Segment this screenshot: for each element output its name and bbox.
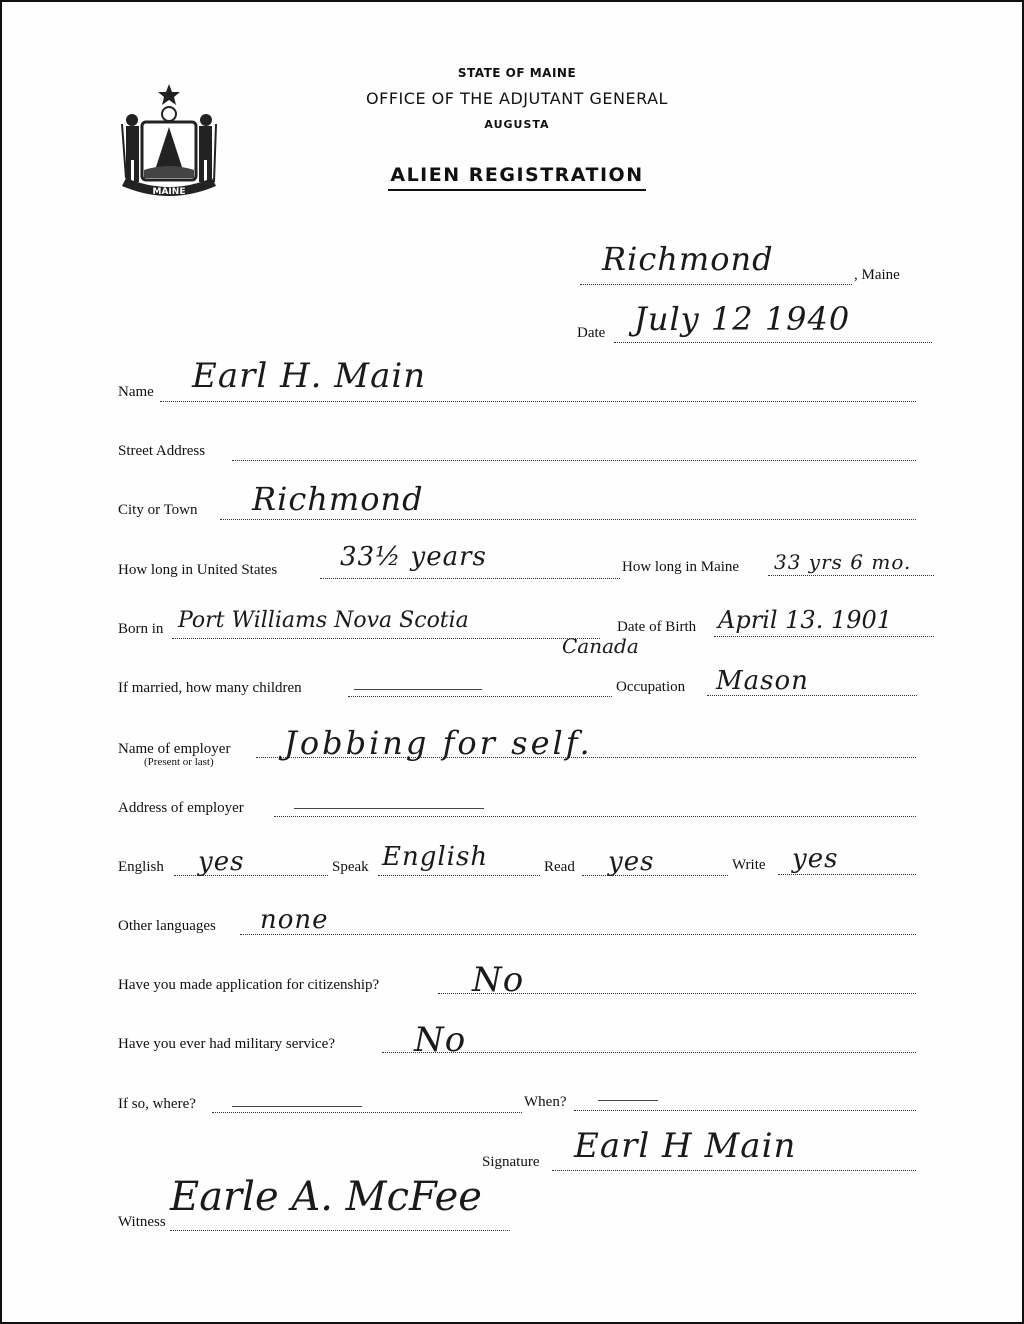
employer-value: Jobbing for self. bbox=[284, 724, 593, 762]
state-heading: STATE OF MAINE bbox=[457, 66, 577, 80]
when-dash bbox=[598, 1100, 658, 1101]
how-long-us-label: How long in United States bbox=[118, 562, 278, 578]
employer-sublabel: (Present or last) bbox=[144, 756, 214, 768]
english-label: English bbox=[118, 859, 164, 875]
dob-label: Date of Birth bbox=[617, 619, 697, 635]
street-label: Street Address bbox=[118, 443, 206, 459]
dob-line bbox=[714, 636, 934, 637]
where-dash bbox=[232, 1106, 362, 1107]
military-label: Have you ever had military service? bbox=[118, 1036, 335, 1052]
dob-value: April 13. 1901 bbox=[718, 606, 893, 634]
how-long-us-line bbox=[320, 578, 620, 579]
where-line bbox=[212, 1112, 522, 1113]
write-value: yes bbox=[792, 844, 839, 874]
office-heading: OFFICE OF THE ADJUTANT GENERAL bbox=[366, 89, 668, 108]
employer-address-dash bbox=[294, 808, 484, 809]
signature-value: Earl H Main bbox=[574, 1126, 797, 1166]
children-label: If married, how many children bbox=[118, 680, 302, 696]
town-line bbox=[580, 284, 852, 285]
english-value: yes bbox=[198, 847, 245, 877]
write-line bbox=[778, 874, 916, 875]
when-label: When? bbox=[524, 1094, 567, 1110]
other-lang-value: none bbox=[260, 905, 329, 935]
employer-address-line bbox=[274, 816, 916, 817]
children-line bbox=[348, 696, 612, 697]
when-line bbox=[574, 1110, 916, 1111]
write-label: Write bbox=[732, 857, 766, 873]
name-label: Name bbox=[118, 384, 154, 400]
read-line bbox=[582, 875, 728, 876]
how-long-maine-label: How long in Maine bbox=[622, 559, 740, 575]
town-value: Richmond bbox=[602, 240, 774, 278]
name-line bbox=[160, 401, 916, 402]
employer-address-label: Address of employer bbox=[118, 800, 244, 816]
speak-label: Speak bbox=[332, 859, 369, 875]
occupation-value: Mason bbox=[716, 666, 809, 696]
citizenship-value: No bbox=[472, 960, 525, 1000]
born-value: Port Williams Nova Scotia bbox=[178, 608, 469, 633]
date-value: July 12 1940 bbox=[634, 300, 851, 338]
how-long-maine-line bbox=[768, 575, 934, 576]
born-label: Born in bbox=[118, 621, 164, 637]
maine-suffix: , Maine bbox=[854, 267, 900, 283]
city-heading: AUGUSTA bbox=[484, 118, 550, 131]
born-line bbox=[172, 638, 600, 639]
svg-text:MAINE: MAINE bbox=[152, 187, 186, 197]
employer-label: Name of employer bbox=[118, 741, 231, 757]
speak-value: English bbox=[382, 842, 489, 872]
signature-label: Signature bbox=[482, 1154, 540, 1170]
city-line bbox=[220, 519, 916, 520]
occupation-label: Occupation bbox=[616, 679, 686, 695]
other-lang-label: Other languages bbox=[118, 918, 216, 934]
witness-label: Witness bbox=[118, 1214, 166, 1230]
witness-value: Earle A. McFee bbox=[170, 1174, 482, 1220]
signature-line bbox=[552, 1170, 916, 1171]
name-value: Earl H. Main bbox=[192, 356, 427, 396]
how-long-maine-value: 33 yrs 6 mo. bbox=[774, 550, 912, 574]
date-label: Date bbox=[577, 325, 606, 341]
read-label: Read bbox=[544, 859, 575, 875]
witness-line bbox=[170, 1230, 510, 1231]
form-title-text: ALIEN REGISTRATION bbox=[388, 164, 645, 191]
citizenship-label: Have you made application for citizenship? bbox=[118, 977, 380, 993]
date-line bbox=[614, 342, 932, 343]
how-long-us-value: 33½ years bbox=[340, 542, 487, 572]
born-country-value: Canada bbox=[562, 634, 639, 658]
where-label: If so, where? bbox=[118, 1096, 196, 1112]
city-label: City or Town bbox=[118, 502, 198, 518]
other-lang-line bbox=[240, 934, 916, 935]
city-value: Richmond bbox=[252, 480, 424, 518]
military-value: No bbox=[414, 1020, 467, 1060]
street-line bbox=[232, 460, 916, 461]
children-dash bbox=[354, 689, 482, 690]
form-title bbox=[2, 164, 1024, 186]
read-value: yes bbox=[608, 847, 655, 877]
speak-line bbox=[378, 875, 540, 876]
